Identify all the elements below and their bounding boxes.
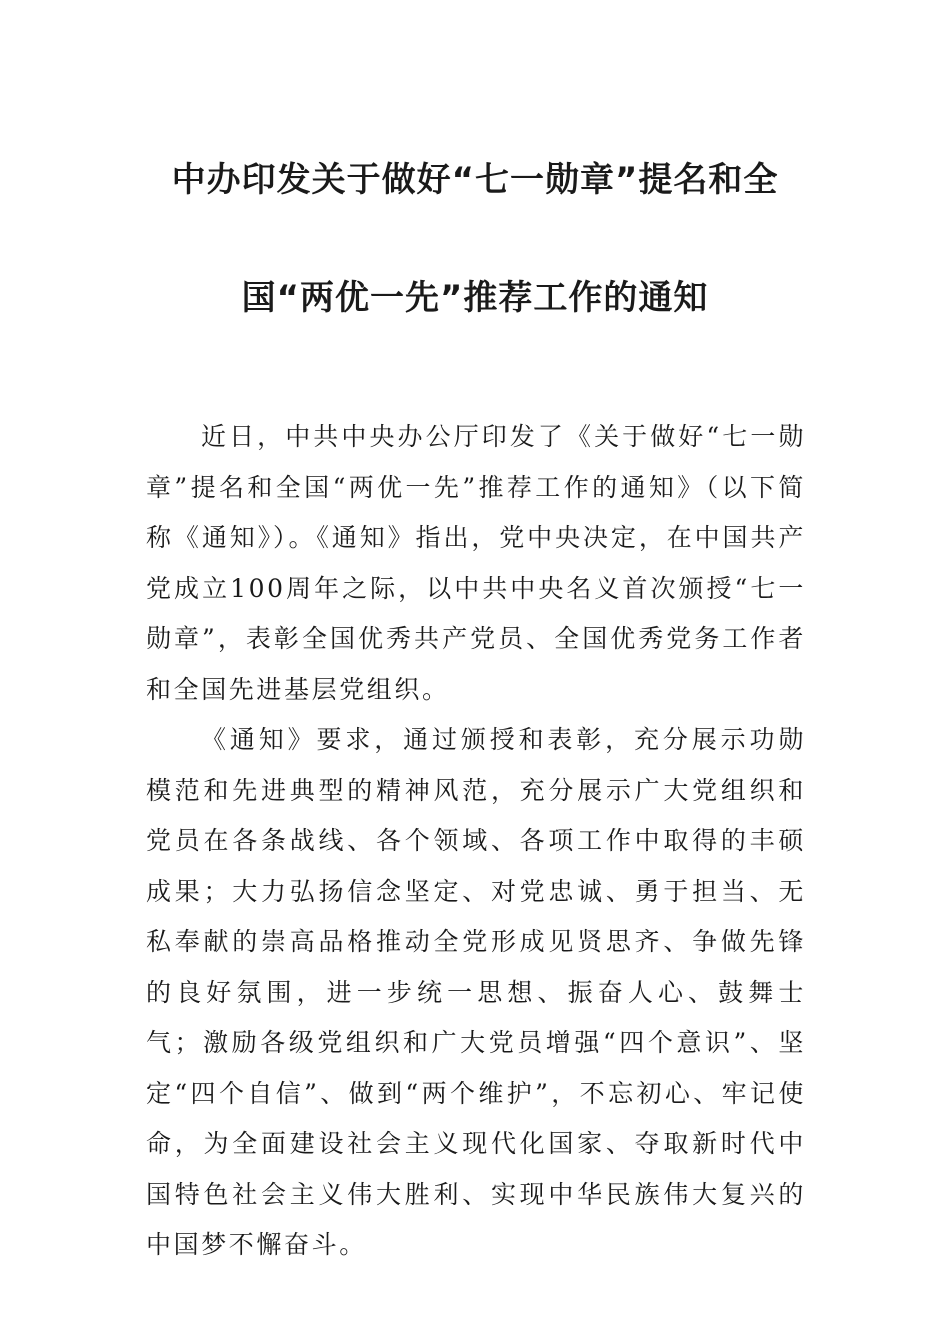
body-paragraph-2: 《通知》要求，通过颁授和表彰，充分展示功勋模范和先进典型的精神风范，充分展示广大党组织和党员在各条战线、各个领域、各项工作中取得的丰硕成果；大力弘扬信念坚定、对党忠诚、勇于担当、无私奉献的崇高品格推动全党形成见贤思齐、争做先锋的良好氛围，进一步统一思想、振奋人心、鼓舞士气；激励各级党组织和广大党员增强“四个意识”、坚定“四个自信”、做到“两个维护”，不忘初心、牢记使命，为全面建设社会主义现代化国家、夺取新时代中国特色社会主义伟大胜利、实现中华民族伟大复兴的中国梦不懈奋斗。 (146, 725, 806, 1259)
document-title-line-2: 国“两优一先”推荐工作的通知 (241, 278, 709, 318)
document-title-line-1: 中办印发关于做好“七一勋章”提名和全 (171, 160, 779, 200)
body-paragraph-1: 近日，中共中央办公厅印发了《关于做好“七一勋章”提名和全国“两优一先”推荐工作的通知》（以下简称《通知》）。《通知》指出，党中央决定，在中国共产党成立100周年之际，以中共中央名义首次颁授“七一勋章”，表彰全国优秀共产党员、全国优秀党务工作者和全国先进基层党组织。 (146, 422, 806, 704)
document-body (146, 412, 806, 1271)
